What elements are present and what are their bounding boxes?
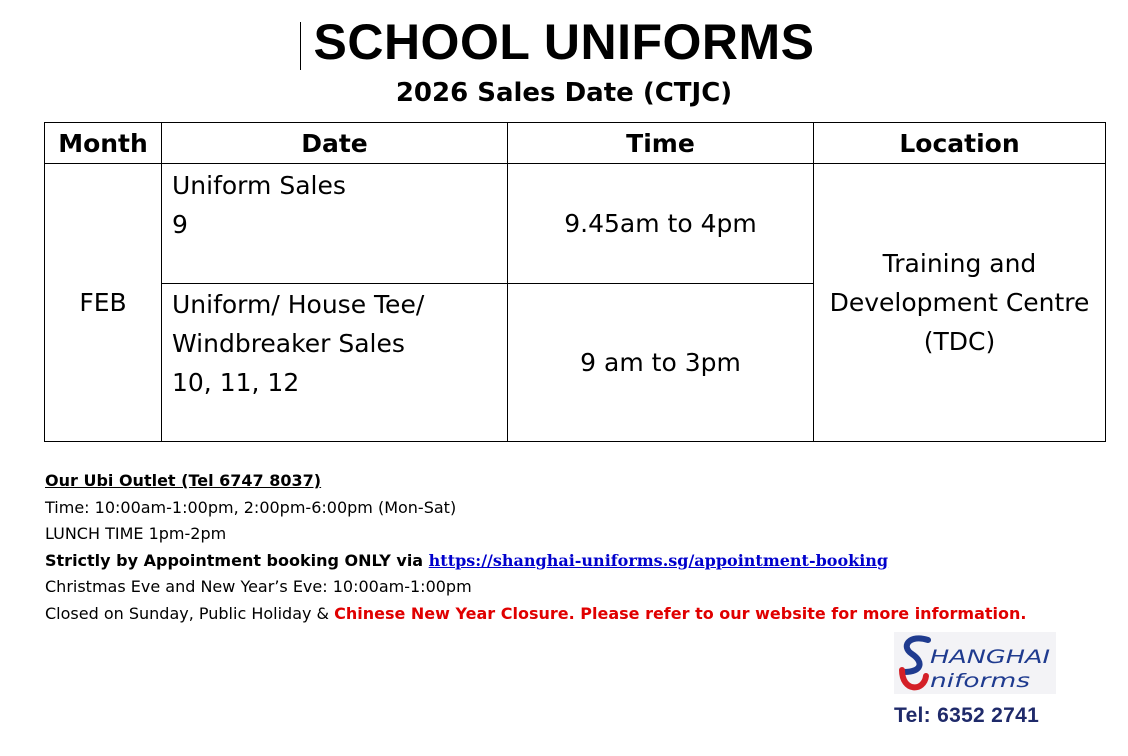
appointment-booking-link[interactable]: https://shanghai-uniforms.sg/appointment-booking bbox=[428, 550, 889, 570]
page-title: SCHOOL UNIFORMS bbox=[313, 14, 815, 70]
date-line: Uniform/ House Tee/ bbox=[172, 290, 425, 319]
date-line: Windbreaker Sales bbox=[172, 329, 405, 358]
column-header-location: Location bbox=[814, 123, 1106, 164]
closure-highlight: Chinese New Year Closure. Please refer to our website for more information. bbox=[334, 603, 1027, 623]
date-line: 10, 11, 12 bbox=[172, 368, 300, 397]
column-header-time: Time bbox=[508, 123, 814, 164]
outlet-hours: Time: 10:00am-1:00pm, 2:00pm-6:00pm (Mon-Sat) bbox=[45, 497, 457, 517]
date-cell bbox=[162, 284, 508, 442]
column-header-month: Month bbox=[45, 123, 162, 164]
date-line: Uniform Sales bbox=[172, 171, 346, 200]
date-cell bbox=[162, 164, 508, 284]
time-cell: 9.45am to 4pm bbox=[508, 164, 814, 284]
time-cell: 9 am to 3pm bbox=[508, 284, 814, 442]
date-line: 9 bbox=[172, 210, 188, 239]
location-cell bbox=[814, 164, 1106, 442]
location-line: Training and bbox=[882, 249, 1037, 278]
location-line: Development Centre bbox=[829, 288, 1090, 317]
eve-hours: Christmas Eve and New Year’s Eve: 10:00am-1:00pm bbox=[45, 577, 472, 596]
logo-graphic bbox=[894, 632, 1056, 694]
closure-note bbox=[45, 601, 1026, 628]
appointment-prefix: Strictly by Appointment booking ONLY via bbox=[45, 550, 429, 570]
lunch-time: LUNCH TIME 1pm-2pm bbox=[45, 524, 227, 543]
month-cell: FEB bbox=[45, 164, 162, 442]
outlet-heading: Our Ubi Outlet (Tel 6747 8037) bbox=[45, 471, 322, 490]
logo-line2: niforms bbox=[930, 670, 1031, 692]
column-header-date: Date bbox=[162, 123, 508, 164]
logo-line1: HANGHAI bbox=[930, 646, 1051, 668]
table-row bbox=[45, 164, 1106, 284]
page-subtitle: 2026 Sales Date (CTJC) bbox=[395, 78, 733, 108]
sales-schedule-table bbox=[44, 122, 1106, 442]
location-line: (TDC) bbox=[923, 327, 996, 356]
closure-prefix: Closed on Sunday, Public Holiday & bbox=[45, 603, 335, 623]
footer-telephone: Tel: 6352 2741 bbox=[894, 704, 1040, 727]
appointment-note bbox=[45, 548, 1026, 575]
outlet-info bbox=[45, 468, 1026, 627]
table-header-row bbox=[45, 123, 1106, 164]
shanghai-uniforms-logo bbox=[894, 632, 1056, 694]
